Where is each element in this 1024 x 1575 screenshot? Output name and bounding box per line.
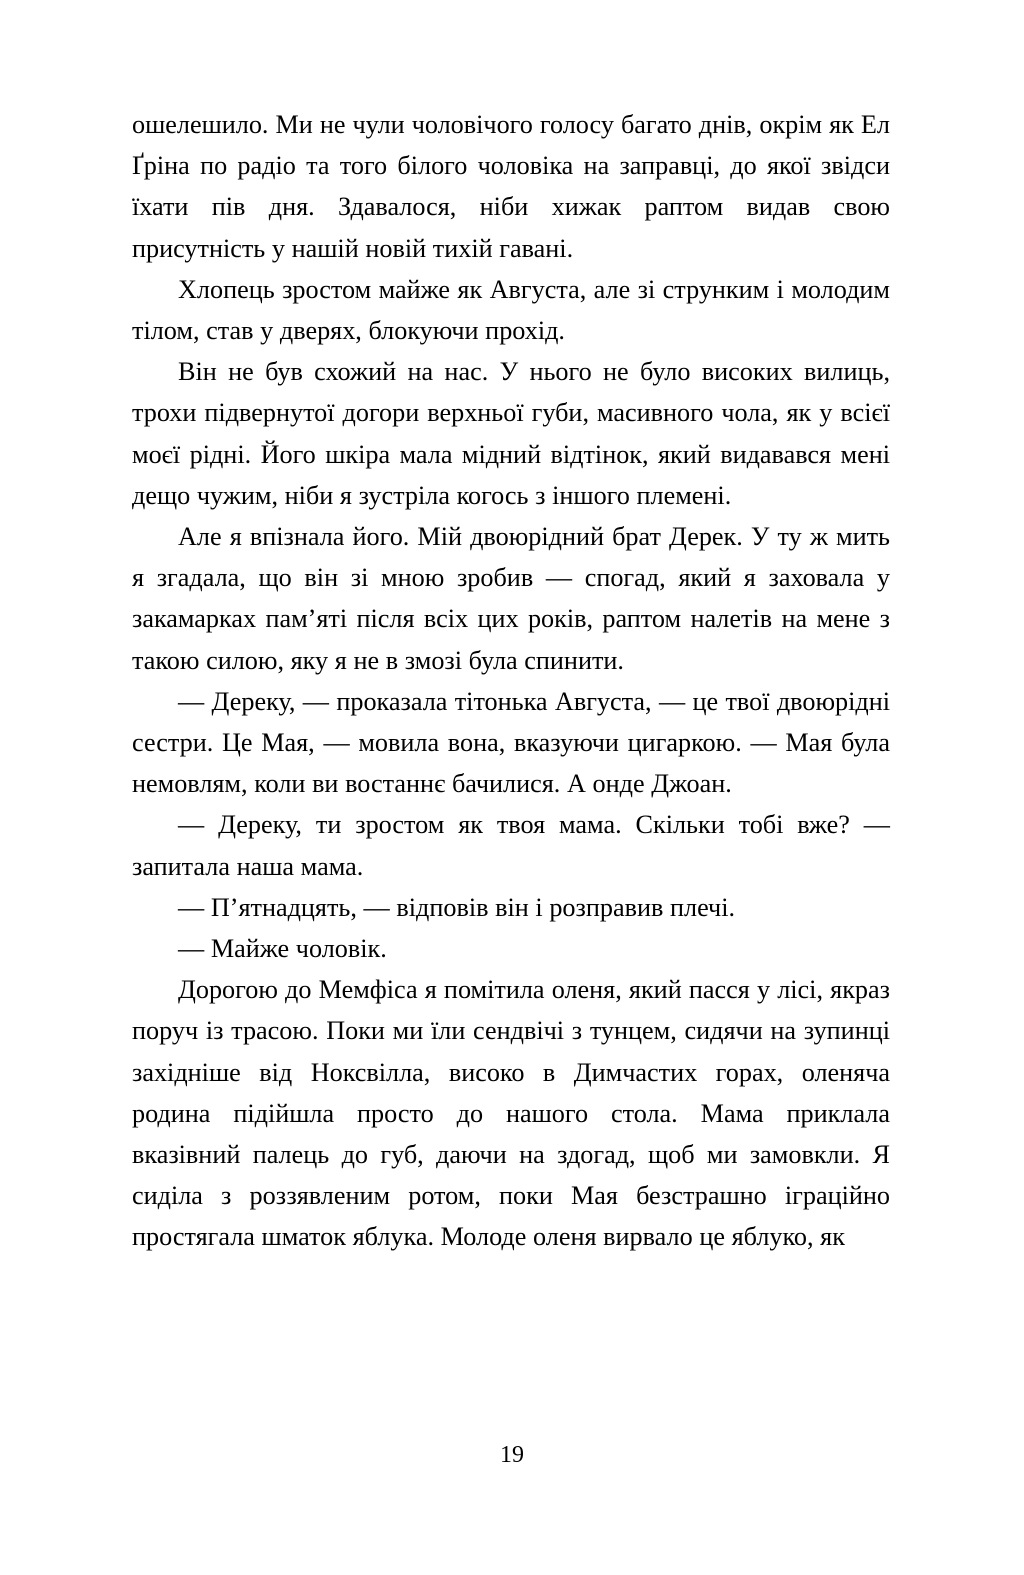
paragraph: Але я впізнала його. Мій двоюрідний брат Дерек. У ту ж мить я згадала, що він зі мною зробив — спогад, який я заховала у закамарках пам’яті після всіх цих років, раптом налетів на мене з такою силою, яку я не в змозі була спинити. (132, 522, 890, 675)
paragraph: Хлопець зростом майже як Августа, але зі струнким і молодим тілом, став у дверях, блокуючи прохід. (132, 274, 890, 346)
paragraph: — П’ятнадцять, — відповів він і розправив плечі. (178, 892, 736, 922)
paragraph: Дорогою до Мемфіса я помітила оленя, який пасся у лісі, якраз поруч із трасою. Поки ми їли сендвічі з тунцем, сидячи на зупинці західніше від Ноксвілла, високо в Димчастих горах, оленяча родина підійшла просто до нашого стола. Мама приклала вказівний палець до губ, даючи на здогад, щоб ми замовкли. Я сиділа з роззявленим ротом, поки Мая безстрашно іграційно простягала шматок яблука. Молоде оленя вирвало це яблуко, як (132, 975, 890, 1252)
paragraph: — Дереку, — проказала тітонька Августа, — це твої двоюрідні сестри. Це Мая, — мовила вона, вказуючи цигаркою. — Мая була немовлям, коли ви востаннє бачилися. А онде Джоан. (132, 686, 890, 799)
paragraph: — Дереку, ти зростом як твоя мама. Скільки тобі вже? — запитала наша мама. (132, 810, 890, 881)
paragraph: Він не був схожий на нас. У нього не було високих вилиць, трохи підвернутої догори верхньої губи, масивного чола, як у всієї моєї рідні. Його шкіра мала мідний відтінок, який видавався мені дещо чужим, ніби я зустріла когось з іншого племені. (132, 357, 890, 510)
page-text-block (132, 104, 890, 1258)
paragraph: — Майже чоловік. (178, 934, 387, 964)
paragraph: ошелешило. Ми не чули чоловічого голосу багато днів, окрім як Ел Ґріна по радіо та того білого чоловіка на заправці, до якої звідси їхати пів дня. Здавалося, ніби хижак раптом видав свою присутність у нашій новій тихій гавані. (132, 110, 890, 263)
page-number: 19 (500, 1442, 524, 1468)
